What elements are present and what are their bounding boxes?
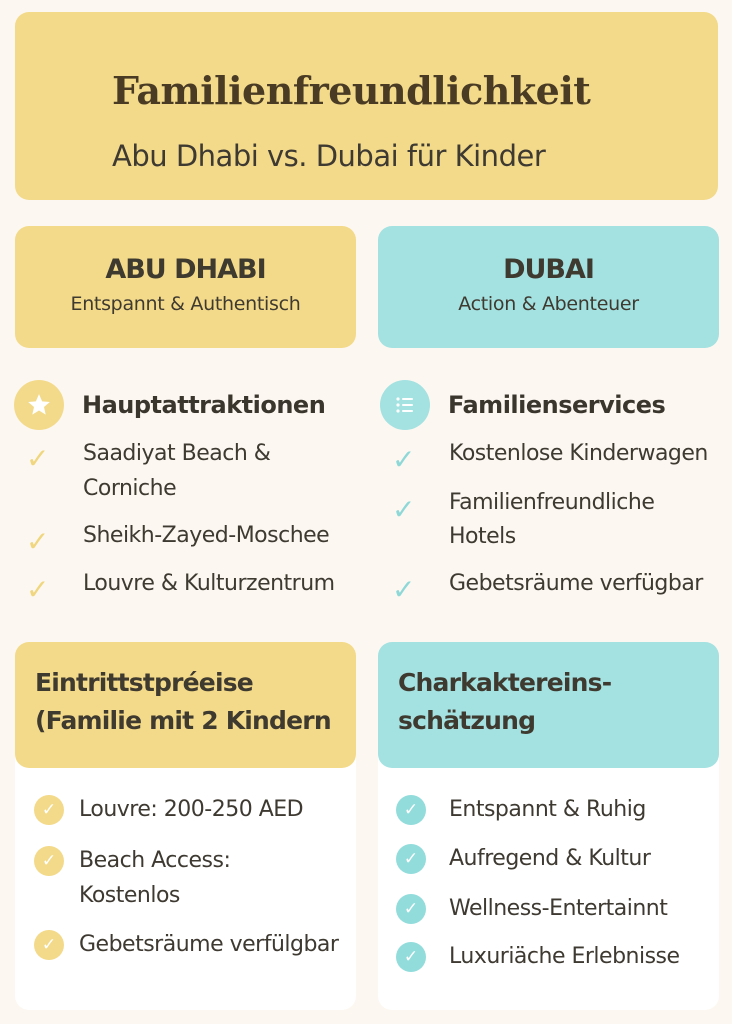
- check-icon: ✓: [26, 573, 50, 606]
- check-circle-icon: ✓: [34, 846, 64, 876]
- service-item: Gebetsräume verfügbar: [449, 571, 703, 596]
- check-icon: ✓: [26, 442, 50, 475]
- character-item: Luxuriäche Erlebnisse: [449, 944, 680, 969]
- service-item: Familienfreundliche: [449, 490, 655, 515]
- city-name-dubai: DUBAI: [503, 254, 594, 285]
- star-icon: [14, 380, 64, 430]
- prices-title-line2: (Familie mit 2 Kindern: [35, 706, 331, 735]
- city-tagline-abu-dhabi: Entspannt & Authentisch: [70, 293, 301, 315]
- check-circle-icon: ✓: [396, 795, 426, 825]
- check-icon: ✓: [392, 493, 416, 526]
- price-item: Gebetsräume verfülgbar: [79, 932, 339, 957]
- attractions-header: [14, 380, 325, 430]
- check-circle-icon: ✓: [396, 844, 426, 874]
- check-circle-icon: ✓: [34, 795, 64, 825]
- check-icon: ✓: [392, 573, 416, 606]
- price-item: Louvre: 200-250 AED: [79, 797, 304, 822]
- character-item: Aufregend & Kultur: [449, 846, 651, 871]
- page-title: Familienfreundlichkeit: [112, 68, 591, 113]
- check-circle-icon: ✓: [396, 894, 426, 924]
- attractions-title: Hauptattraktionen: [82, 391, 326, 419]
- header-card: [15, 12, 718, 200]
- attraction-item: Corniche: [83, 476, 177, 501]
- city-card-dubai: [378, 226, 719, 348]
- price-item: Beach Access:: [79, 848, 231, 873]
- character-title-line2: schätzung: [398, 706, 536, 735]
- character-header: [378, 642, 719, 768]
- character-item: Wellness-Entertainnt: [449, 896, 668, 921]
- prices-header: [15, 642, 356, 768]
- service-item: Kostenlose Kinderwagen: [449, 441, 708, 466]
- services-header: [380, 380, 665, 430]
- attraction-item: Sheikh-Zayed-Moschee: [83, 523, 330, 548]
- city-card-abu-dhabi: [15, 226, 356, 348]
- check-circle-icon: ✓: [396, 942, 426, 972]
- prices-title-line1: Eintrittstpréeise: [35, 668, 253, 697]
- check-icon: ✓: [26, 525, 50, 558]
- character-item: Entspannt & Ruhig: [449, 797, 646, 822]
- page-subtitle: Abu Dhabi vs. Dubai für Kinder: [112, 139, 546, 173]
- city-name-abu-dhabi: ABU DHABI: [105, 254, 266, 285]
- check-icon: ✓: [392, 443, 416, 476]
- list-icon: [380, 380, 430, 430]
- character-title-line1: Charkaktereins-: [398, 668, 612, 697]
- attraction-item: Louvre & Kulturzentrum: [83, 571, 335, 596]
- services-title: Familienservices: [448, 391, 666, 419]
- price-item: Kostenlos: [79, 883, 180, 908]
- attraction-item: Saadiyat Beach &: [83, 441, 271, 466]
- check-circle-icon: ✓: [34, 930, 64, 960]
- service-item: Hotels: [449, 524, 516, 549]
- city-tagline-dubai: Action & Abenteuer: [458, 293, 639, 315]
